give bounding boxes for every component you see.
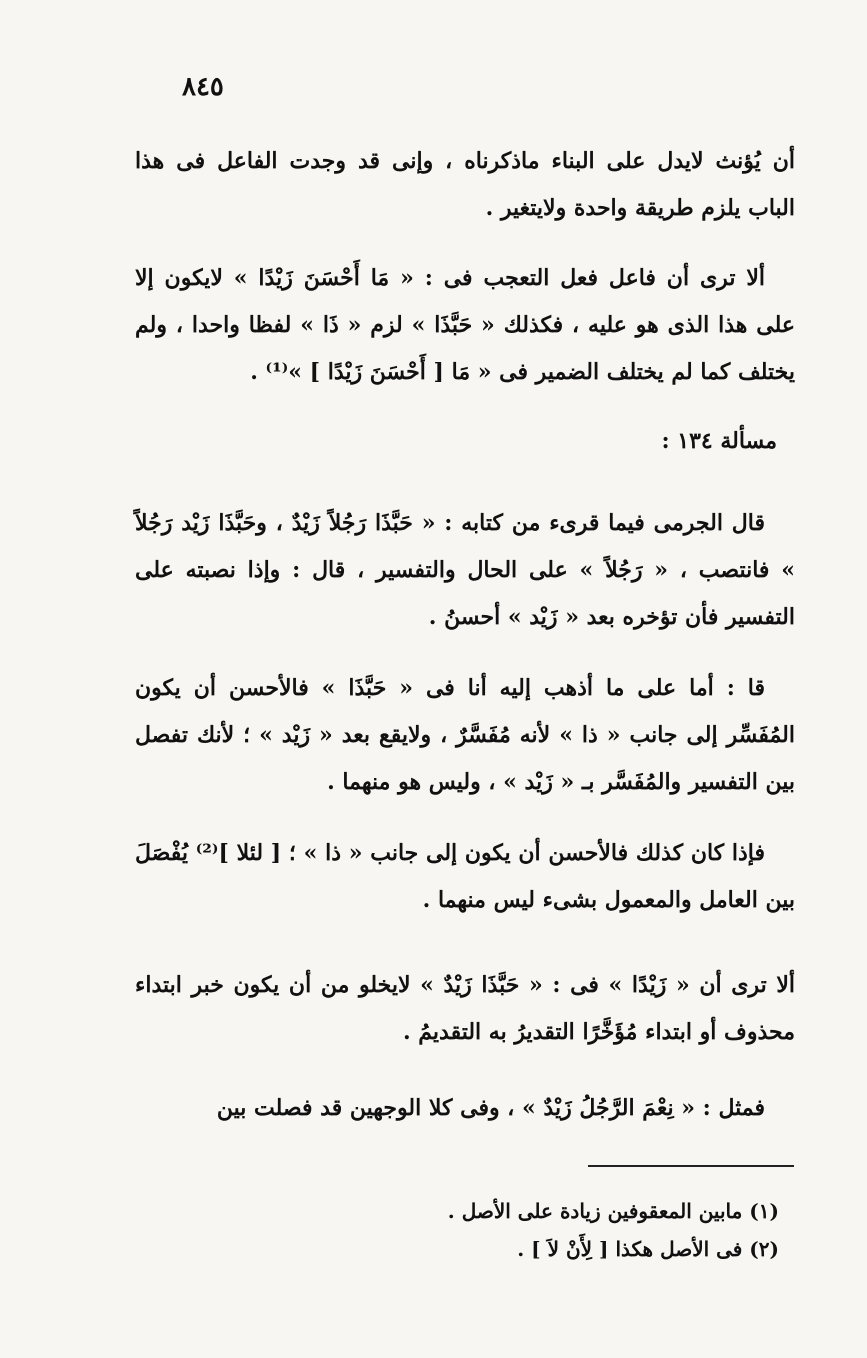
paragraph: ألا ترى أن فاعل فعل التعجب فى : « مَا أَحْسَنَ زَيْدًا » لايكون إلا على هذا الذى هو عليه ، فكذلك « حَبَّذَا » لزم « ذَا » لفظا واحدا ، ولم يختلف كما لم يختلف الضمير فى « مَا [ أَحْسَنَ زَيْدًا ] »⁽¹⁾ .: [135, 265, 795, 385]
section-heading: مسألة ١٣٤ :: [661, 428, 777, 454]
paragraph: ألا ترى أن « زَيْدًا » فى : « حَبَّذَا زَيْدٌ » لايخلو من أن يكون خبر ابتداء محذوف أو ابتداء مُؤَخَّرًا التقديرُ به التقديمُ .: [135, 972, 795, 1045]
footnote: (١) مابين المعقوفين زيادة على الأصل .: [447, 1199, 779, 1223]
footnote: (٢) فى الأصل هكذا [ لِأَنْ لاَ ] .: [517, 1237, 779, 1261]
footnotes: [448, 1192, 779, 1268]
paragraph: فمثل : « نِعْمَ الرَّجُلُ زَيْدٌ » ، وفى كلا الوجهين قد فصلت بين: [216, 1095, 765, 1121]
paragraph: أن يُؤنث لايدل على البناء ماذكرناه ، وإنى قد وجدت الفاعل فى هذا الباب يلزم طريقة واحدة ولايتغير .: [135, 148, 795, 221]
page-number: ٨٤٥: [182, 72, 224, 102]
paragraph: قا : أما على ما أذهب إليه أنا فى « حَبَّذَا » فالأحسن أن يكون المُفَسِّر إلى جانب « ذا » لأنه مُفَسَّرٌ ، ولايقع بعد « زَيْد » ؛ لأنك تفصل بين التفسير والمُفَسَّر بـ « زَيْد » ، وليس هو منهما .: [135, 675, 795, 795]
paragraph: قال الجرمى فيما قرىء من كتابه : « حَبَّذَا رَجُلاً زَيْدٌ ، وحَبَّذَا زَيْد رَجُلاً » فانتصب ، « رَجُلاً » على الحال والتفسير ، قال : وإذا نصبته على التفسير فأن تؤخره بعد « زَيْد » أحسنُ .: [135, 510, 795, 630]
paragraph: فإذا كان كذلك فالأحسن أن يكون إلى جانب « ذا » ؛ [ لئلا ]⁽²⁾ يُفْصَلَ بين العامل والمعمول بشىء ليس منهما .: [135, 840, 795, 913]
footnote-rule: [588, 1165, 794, 1167]
